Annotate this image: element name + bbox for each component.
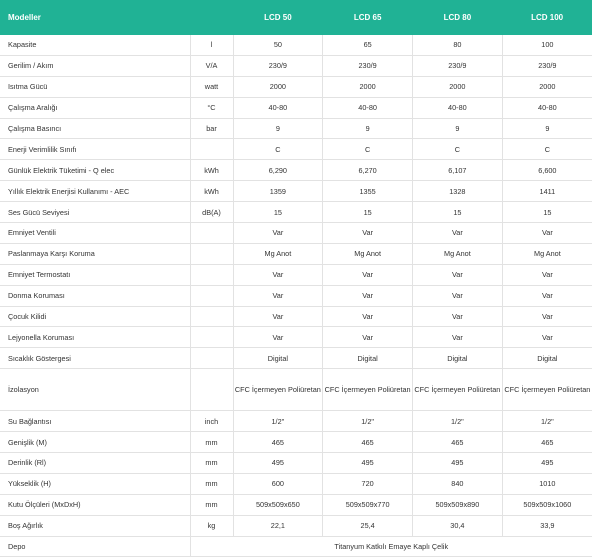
row-label: Genişlik (M) [0,432,190,453]
row-label: Isıtma Gücü [0,76,190,97]
row-value: CFC İçermeyen Poliüretan [502,369,592,411]
row-value: 9 [233,118,323,139]
row-value: 720 [323,473,413,494]
header-model-lcd80: LCD 80 [413,0,503,35]
row-label: Boş Ağırlık [0,515,190,536]
row-unit: dB(A) [190,202,233,223]
row-label: Ses Gücü Seviyesi [0,202,190,223]
row-unit: bar [190,118,233,139]
row-value: 30,4 [413,515,503,536]
row-value: Var [323,306,413,327]
row-unit: watt [190,76,233,97]
row-unit [190,223,233,244]
row-label: Paslanmaya Karşı Koruma [0,243,190,264]
row-unit: V/A [190,55,233,76]
table-row [0,473,592,494]
row-value: 465 [323,432,413,453]
row-label: Emniyet Termostatı [0,264,190,285]
row-unit [190,264,233,285]
row-label: Su Bağlantısı [0,411,190,432]
row-value: 6,107 [413,160,503,181]
row-unit [190,139,233,160]
row-label: Donma Koruması [0,285,190,306]
row-label: İzolasyon [0,369,190,411]
row-value: 1328 [413,181,503,202]
header-model-lcd50: LCD 50 [233,0,323,35]
row-value: Var [502,327,592,348]
row-value: Var [233,285,323,306]
row-value: Digital [233,348,323,369]
row-value: 9 [323,118,413,139]
row-value: Mg Anot [502,243,592,264]
row-value: 495 [413,453,503,474]
row-value: 6,600 [502,160,592,181]
row-unit: mm [190,473,233,494]
row-label: Lejyonella Koruması [0,327,190,348]
table-row [0,432,592,453]
table-row [0,76,592,97]
row-value: Var [502,223,592,244]
row-unit: kg [190,515,233,536]
row-value: 1411 [502,181,592,202]
table-row [0,160,592,181]
row-value: 15 [502,202,592,223]
table-header-row [0,0,592,35]
row-value: 6,270 [323,160,413,181]
row-value: Var [502,264,592,285]
row-value: 1010 [502,473,592,494]
row-value: Var [502,306,592,327]
row-value: 40-80 [413,97,503,118]
row-value: 9 [502,118,592,139]
table-row [0,494,592,515]
row-value: 230/9 [413,55,503,76]
row-value: 509x509x890 [413,494,503,515]
row-value: 465 [502,432,592,453]
row-value: Var [413,306,503,327]
row-unit: mm [190,432,233,453]
row-value: Var [233,327,323,348]
table-row [0,181,592,202]
row-value: 1/2" [413,411,503,432]
row-value: C [502,139,592,160]
spec-table-body [0,35,592,557]
row-value: 509x509x1060 [502,494,592,515]
row-value: 230/9 [233,55,323,76]
row-unit: inch [190,411,233,432]
row-value: 840 [413,473,503,494]
row-value: Mg Anot [323,243,413,264]
row-value: Digital [413,348,503,369]
row-label: Yıllık Elektrik Enerjisi Kullanımı - AEC [0,181,190,202]
row-value: Var [323,223,413,244]
row-value: Var [413,223,503,244]
row-value: 1/2" [233,411,323,432]
row-value: CFC İçermeyen Poliüretan [233,369,323,411]
row-value: 65 [323,35,413,55]
row-value: C [323,139,413,160]
table-row [0,202,592,223]
row-unit: °C [190,97,233,118]
row-value: 33,9 [502,515,592,536]
row-unit [190,369,233,411]
table-row [0,97,592,118]
table-row [0,348,592,369]
row-value: Var [323,285,413,306]
row-value: 230/9 [323,55,413,76]
row-value: Var [233,223,323,244]
row-value: 50 [233,35,323,55]
row-value: Var [323,264,413,285]
table-row [0,285,592,306]
row-value: Var [323,327,413,348]
row-value: 100 [502,35,592,55]
row-value: 2000 [323,76,413,97]
row-value: 230/9 [502,55,592,76]
row-label: Emniyet Ventili [0,223,190,244]
row-label: Çalışma Basıncı [0,118,190,139]
row-value: 40-80 [323,97,413,118]
row-value: 22,1 [233,515,323,536]
row-label: Sıcaklık Göstergesi [0,348,190,369]
row-value: Var [413,327,503,348]
table-row [0,243,592,264]
row-unit [190,243,233,264]
header-model-lcd100: LCD 100 [502,0,592,35]
row-label: Gerilim / Akım [0,55,190,76]
row-unit [190,306,233,327]
table-row [0,139,592,160]
row-value: 80 [413,35,503,55]
table-row [0,118,592,139]
row-unit: kWh [190,160,233,181]
row-value: CFC İçermeyen Poliüretan [323,369,413,411]
row-label: Günlük Elektrik Tüketimi - Q elec [0,160,190,181]
table-row [0,223,592,244]
row-label: Kutu Ölçüleri (MxDxH) [0,494,190,515]
table-row [0,35,592,55]
row-value: Digital [323,348,413,369]
row-value: 40-80 [502,97,592,118]
row-value: Var [413,264,503,285]
row-value: 15 [233,202,323,223]
row-value: 495 [233,453,323,474]
row-value: 1359 [233,181,323,202]
header-unit [190,0,233,35]
row-value: 465 [413,432,503,453]
row-value: 1355 [323,181,413,202]
row-value: 15 [413,202,503,223]
row-label: Kapasite [0,35,190,55]
row-unit: l [190,35,233,55]
row-value: Var [413,285,503,306]
row-unit [190,327,233,348]
row-unit: mm [190,494,233,515]
row-value: 25,4 [323,515,413,536]
row-value: C [413,139,503,160]
row-unit [190,348,233,369]
row-label: Çocuk Kilidi [0,306,190,327]
row-value: Mg Anot [233,243,323,264]
row-value: 509x509x650 [233,494,323,515]
row-value: 509x509x770 [323,494,413,515]
table-row [0,515,592,536]
row-value: Var [502,285,592,306]
table-row [0,55,592,76]
row-unit [190,285,233,306]
row-label: Yükseklik (H) [0,473,190,494]
row-value: 2000 [233,76,323,97]
row-value: 40-80 [233,97,323,118]
row-value: CFC İçermeyen Poliüretan [413,369,503,411]
row-label: Depo [0,536,190,557]
row-value: 1/2" [502,411,592,432]
row-label: Derinlik (Rl) [0,453,190,474]
row-label: Çalışma Aralığı [0,97,190,118]
row-value: 15 [323,202,413,223]
row-value: 465 [233,432,323,453]
header-model-lcd65: LCD 65 [323,0,413,35]
row-value: 6,290 [233,160,323,181]
table-row [0,306,592,327]
table-row [0,453,592,474]
table-row [0,327,592,348]
row-value: 2000 [413,76,503,97]
row-value: Var [233,306,323,327]
row-value: Var [233,264,323,285]
row-value: 495 [502,453,592,474]
row-value: 2000 [502,76,592,97]
table-row-footer [0,536,592,557]
table-row [0,411,592,432]
row-value: 1/2" [323,411,413,432]
row-value: Digital [502,348,592,369]
table-row [0,369,592,411]
row-unit: mm [190,453,233,474]
row-value: 495 [323,453,413,474]
row-value: 600 [233,473,323,494]
row-value: 9 [413,118,503,139]
table-row [0,264,592,285]
row-label: Enerji Verimlilik Sınıfı [0,139,190,160]
row-unit: kWh [190,181,233,202]
row-value: Mg Anot [413,243,503,264]
row-value: C [233,139,323,160]
header-models-label: Modeller [0,0,190,35]
tank-material-value: Titanyum Katkılı Emaye Kaplı Çelik [190,536,592,557]
